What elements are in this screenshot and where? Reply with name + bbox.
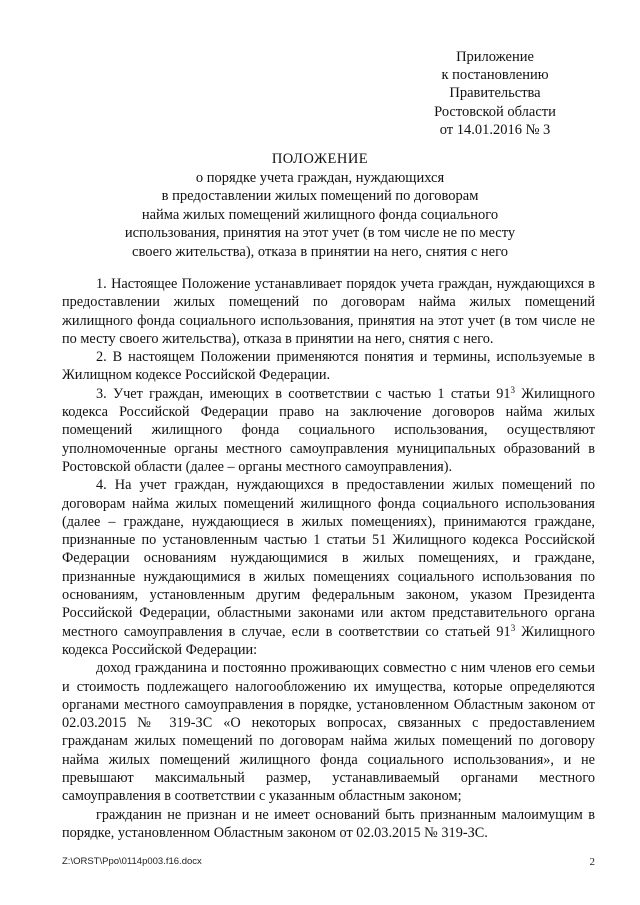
superscript: 3 [510, 384, 516, 395]
superscript: 3 [510, 622, 516, 633]
paragraph-4-part-b: Жилищного кодекса Российской Федерации: [62, 623, 595, 658]
title-line-5: своего жительства), отказа в принятии на него, снятия с него [132, 243, 508, 260]
paragraph-4 [62, 476, 595, 659]
approval-line-2: к постановлению [441, 67, 549, 84]
paragraph-6: гражданин не признан и не имеет оснований быть признанным малоимущим в порядке, установленном Областным законом от 02.03.2015 № 319-ЗС. [62, 806, 595, 841]
paragraph-5: доход гражданина и постоянно проживающих совместно с ним членов его семьи и стоимость подлежащего налогообложению их имущества, которые определяются органами местного самоуправления в порядке, установленном Областным законом от 02.03.2015 № 319-ЗС «О некоторых вопросах, связанных с предоставлением гражданам жилых помещений по договорам найма жилых помещений по договору найма жилых помещений жилищного фонда социального использования», и не превышают максимальный размер, устанавливаемый органами местного самоуправления в соответствии с указанным областным законом; [62, 660, 595, 805]
paragraph-2: 2. В настоящем Положении применяются понятия и термины, используемые в Жилищном кодексе Российской Федерации. [62, 349, 595, 384]
approval-line-1: Приложение [456, 49, 534, 65]
approval-block [400, 48, 590, 139]
title-heading: ПОЛОЖЕНИЕ [271, 151, 369, 167]
paragraph-1: 1. Настоящее Положение устанавливает порядок учета граждан, нуждающихся в предоставлении жилых помещений по договорам найма жилых помещений жилищного фонда социального использования, принятия на этот учет (в том числе не по месту своего жительства), отказа в принятии на него, снятия с него. [62, 276, 595, 347]
paragraph-4-part-a: 4. На учет граждан, нуждающихся в предоставлении жилых помещений по договорам найма жилых помещений жилищного фонда социального использования (далее – граждане, нуждающиеся в жилых помещениях), принимаются граждане, признанные по установленным частью 1 статьи 51 Жилищного кодекса Российской Федерации основаниям нуждающимися в жилых помещениях, и граждане, признанные нуждающимися в жилых помещениях социального использования по основаниям, установленным другим федеральным законом, указом Президента Российской Федерации, областными законами или актом представительного органа местного самоуправления в случае, если в соответствии со статьей 91 [62, 477, 595, 640]
title-line-2: в предоставлении жилых помещений по договорам [161, 188, 479, 205]
document-body [62, 275, 595, 842]
approval-line-5: от 14.01.2016 № 3 [439, 121, 551, 138]
title-line-3: найма жилых помещений жилищного фонда социального [141, 206, 499, 223]
title-line-4: использования, принятия на этот учет (в том числе не по месту [124, 225, 516, 242]
paragraph-3-part-a: 3. Учет граждан, имеющих в соответствии с частью 1 статьи 91 [96, 385, 511, 402]
paragraph-3 [62, 385, 595, 476]
title-line-1: о порядке учета граждан, нуждающихся [195, 169, 445, 186]
approval-line-4: Ростовской области [434, 103, 556, 120]
file-path: Z:\ORST\Ppo\0114p003.f16.docx [62, 856, 202, 867]
paragraph-3-part-b: Жилищного кодекса Российской Федерации право на заключение договоров найма жилых помещений жилищного фонда социального использования, осуществляют уполномоченные органы местного самоуправления муниципальных образований в Ростовской области (далее – органы местного самоуправления). [62, 385, 595, 475]
page-number: 2 [589, 856, 595, 868]
document-title [60, 150, 580, 262]
approval-line-3: Правительства [449, 85, 541, 102]
